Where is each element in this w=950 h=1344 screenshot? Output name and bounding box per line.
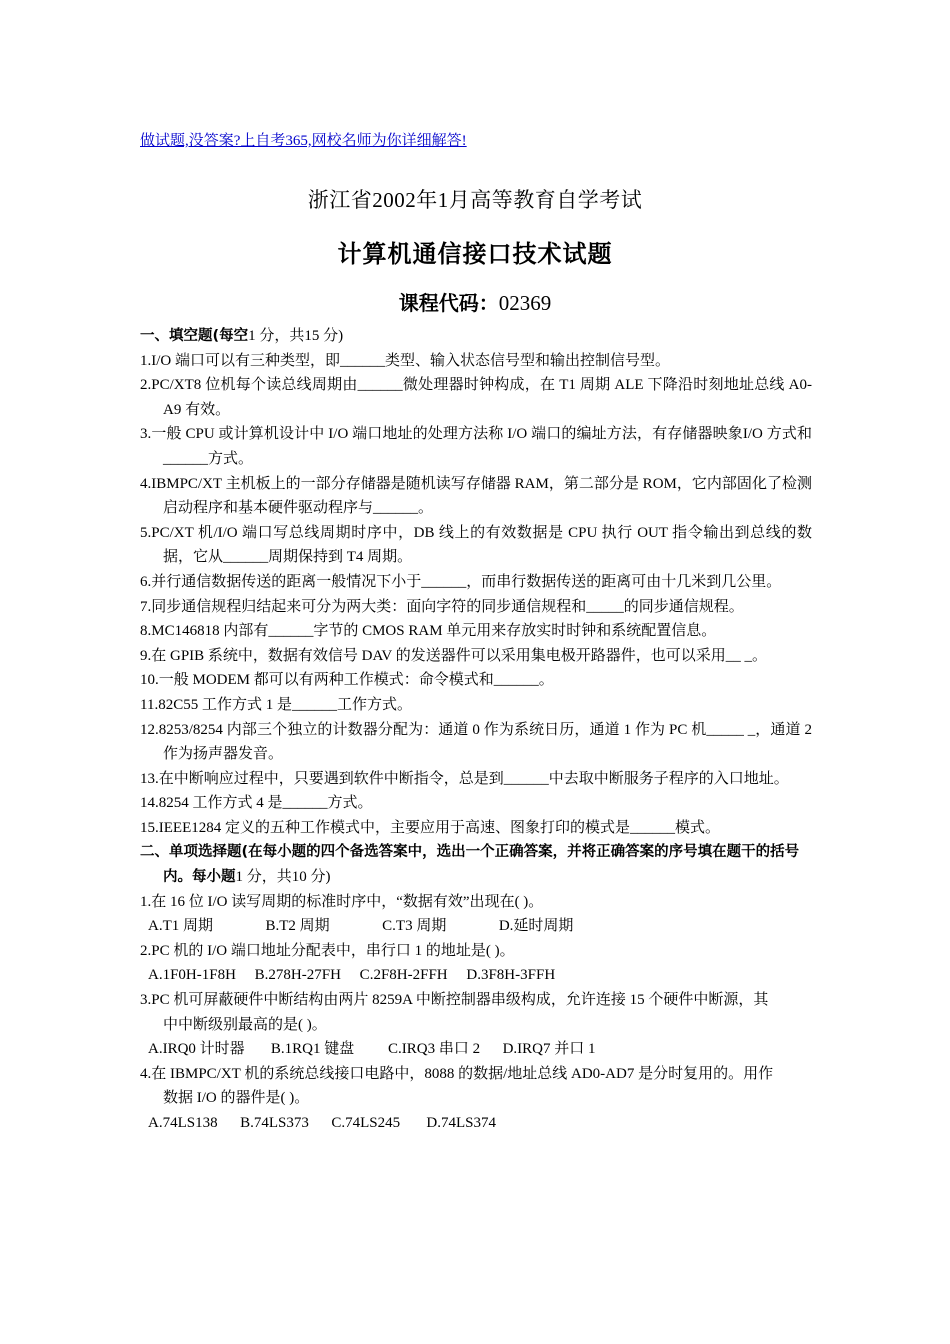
question-2-4-options: A.74LS138 B.74LS373 C.74LS245 D.74LS374 [148, 1115, 496, 1131]
question-2-2-options: A.1F0H-1F8H B.278H-27FH C.2F8H-2FFH D.3F8H-3FFH [148, 967, 556, 984]
question-1-10: 10.一般 MODEM 都可以有两种工作模式：命令模式和______。 [140, 672, 554, 689]
question-1-15: 15.IEEE1284 定义的五种工作模式中，主要应用于高速、图象打印的模式是______模式。 [140, 819, 720, 836]
question-1-2: 2.PC/XT8 位机每个读总线周期由______微处理器时钟构成，在 T1 周期 ALE 下降沿时刻地址总线 A0-A9 有效。 [140, 377, 812, 418]
exam-title: 浙江省2002年1月高等教育自学考试 [307, 188, 643, 212]
question-1-9: 9.在 GPIB 系统中，数据有效信号 DAV 的发送器件可以采用集电极开路器件，也可以采用__ _。 [140, 647, 767, 664]
question-1-1: 1.I/O 端口可以有三种类型，即______类型、输入状态信号型和输出控制信号型。 [140, 352, 670, 369]
course-code-value: 02369 [498, 291, 552, 315]
question-1-13: 13.在中断响应过程中，只要遇到软件中断指令，总是到______中去取中断服务子程序的入口地址。 [140, 770, 789, 787]
course-code-label: 课程代码： [398, 291, 499, 315]
question-1-4: 4.IBMPC/XT 主机板上的一部分存储器是随机读写存储器 RAM，第二部分是 ROM，它内部固化了检测启动程序和基本硬件驱动程序与______。 [140, 475, 812, 517]
question-2-2: 2.PC 机的 I/O 端口地址分配表中，串行口 1 的地址是( )。 [140, 942, 515, 959]
question-1-5: 5.PC/XT 机/I/O 端口写总线周期时序中，DB 线上的有效数据是 CPU 执行 OUT 指令输出到总线的数据，它从______周期保持到 T4 周期。 [140, 524, 812, 566]
question-1-6: 6.并行通信数据传送的距离一般情况下小于______，而串行数据传送的距离可由十几米到几公里。 [140, 573, 782, 590]
question-1-7: 7.同步通信规程归结起来可分为两大类：面向字符的同步通信规程和_____的同步通信规程。 [140, 598, 744, 615]
question-2-1: 1.在 16 位 I/O 读写周期的标准时序中，“数据有效”出现在( )。 [140, 893, 544, 910]
section-1-heading: 一、填空题(每空1 分，共15 分) [140, 328, 344, 344]
exam-content [140, 324, 812, 1136]
question-1-8: 8.MC146818 内部有______字节的 CMOS RAM 单元用来存放实时时钟和系统配置信息。 [140, 623, 717, 640]
section-2-heading: 二、单项选择题(在每小题的四个备选答案中，选出一个正确答案，并将正确答案的序号填在题干的括号内。每小题1 分，共10 分) [140, 844, 800, 886]
subject-title: 计算机通信接口技术试题 [337, 240, 613, 268]
question-1-14: 14.8254 工作方式 4 是______方式。 [140, 795, 373, 812]
question-2-1-options: A.T1 周期 B.T2 周期 C.T3 周期 D.延时周期 [148, 918, 574, 935]
question-1-12: 12.8253/8254 内部三个独立的计数器分配为：通道 0 作为系统日历，通道 1 作为 PC 机_____ _，通道 2 作为扬声器发音。 [140, 721, 812, 763]
question-2-3: 3.PC 机可屏蔽硬件中断结构由两片 8259A 中断控制器串级构成，允许连接 15 个硬件中断源，其中中断级别最高的是( )。 [140, 992, 769, 1033]
question-2-4: 4.在 IBMPC/XT 机的系统总线接口电路中，8088 的数据/地址总线 AD0-AD7 是分时复用的。用作数据 I/O 的器件是( )。 [140, 1065, 774, 1107]
question-2-3-options: A.IRQ0 计时器 B.1RQ1 键盘 C.IRQ3 串口 2 D.IRQ7 并口 1 [148, 1041, 596, 1058]
question-1-3: 3.一般 CPU 或计算机设计中 I/O 端口地址的处理方法称 I/O 端口的编址方法，有存储器映象I/O 方式和______方式。 [140, 426, 812, 467]
course-code [0, 287, 950, 316]
question-1-11: 11.82C55 工作方式 1 是______工作方式。 [140, 696, 412, 713]
promo-link[interactable]: 做试题,没答案?上自考365,网校名师为你详细解答! [140, 133, 467, 149]
